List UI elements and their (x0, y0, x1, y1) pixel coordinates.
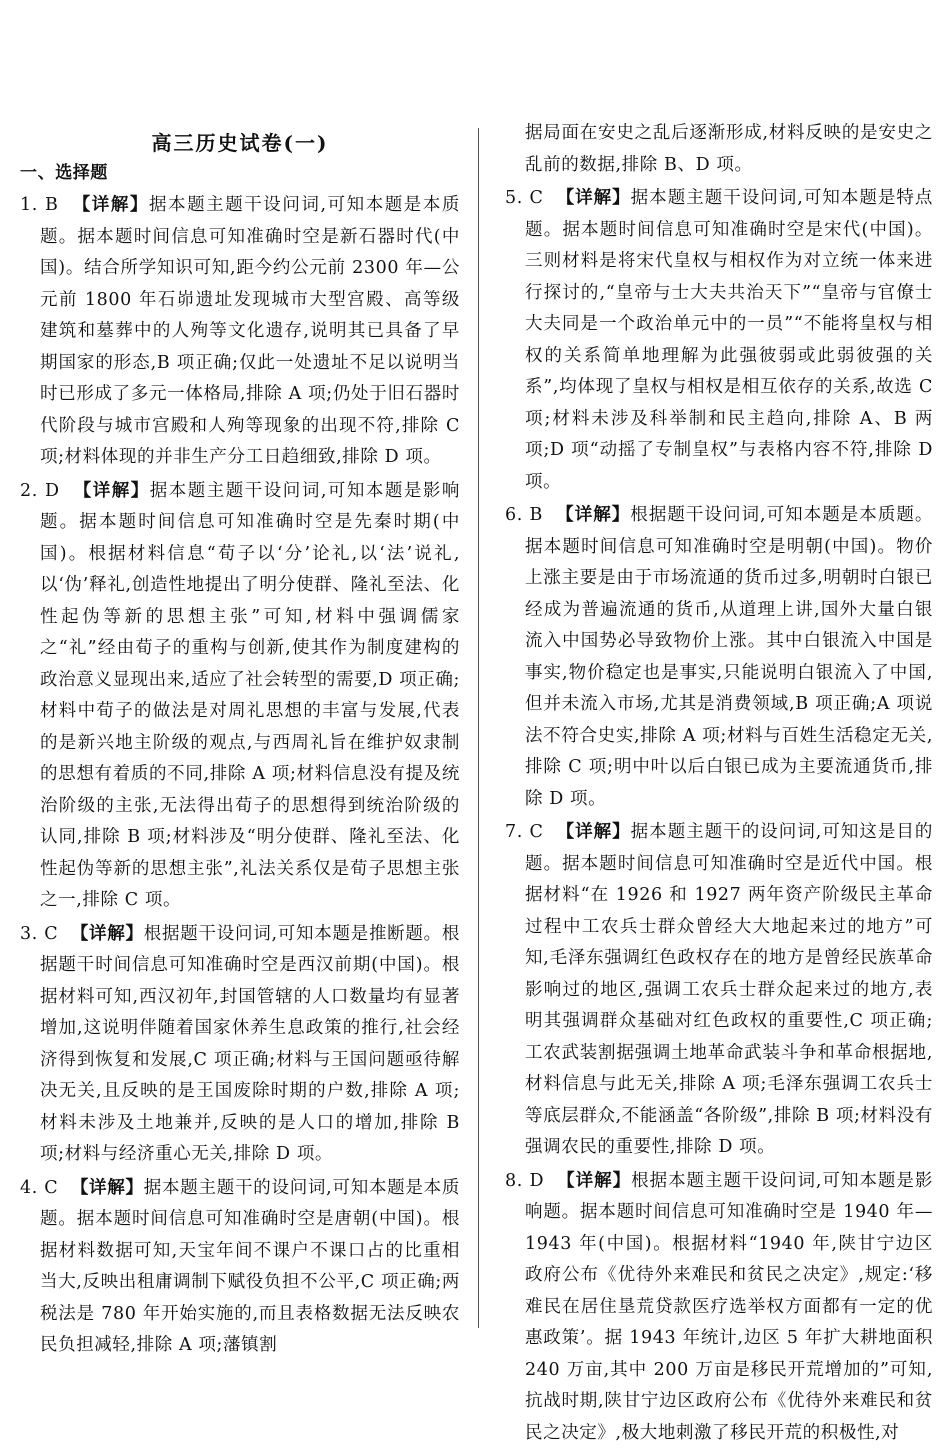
detail-tag: 【详解】 (556, 822, 631, 842)
answer-item-3 (20, 919, 460, 1171)
answer-number: 2. D (20, 480, 60, 501)
detail-tag: 【详解】 (70, 923, 144, 944)
detail-tag: 【详解】 (557, 1170, 632, 1191)
answer-item-4-continued (505, 118, 933, 181)
left-column (20, 118, 460, 1364)
detail-tag: 【详解】 (70, 1177, 144, 1198)
answer-item-8 (505, 1166, 933, 1450)
answer-text: 根据本题主题干设问词,可知本题是影响题。据本题时间信息可知准确时空是 1940 年—1943 年(中国)。根据材料“1940 年,陕甘宁边区政府公布《优待外来难民和贫民之决定》,规定:‘移难民在居住垦荒贷款医疗选举权方面都有一定的优惠政策’。据 1943 年统计,边区 5 年扩大耕地面积 240 万亩,其中 200 万亩是移民开荒增加的”可知,抗战时期,陕甘宁边区政府公布《优待外来难民和贫民之决定》,极大地刺激了移民开荒的积极性,对 (525, 1170, 933, 1443)
answer-item-6 (505, 500, 933, 815)
answer-item-5 (505, 183, 933, 498)
answer-text: 据本题主题干设问词,可知本题是本质题。据本题时间信息可知准确时空是新石器时代(中国)。结合所学知识可知,距今约公元前 2300 年—公元前 1800 年石峁遗址发现城市大型宫殿、高等级建筑和墓葬中的人殉等文化遗存,说明其已具备了早期国家的形态,B 项正确;仅此一处遗址不足以说明当时已形成了多元一体格局,排除 A 项;仍处于旧石器时代阶段与城市宫殿和人殉等现象的出现不符,排除 C 项;材料体现的并非生产分工日趋细致,排除 D 项。 (40, 195, 461, 467)
answer-number: 7. C (505, 822, 544, 842)
page-title: 高三历史试卷(一) (151, 131, 329, 155)
answer-item-2 (20, 476, 460, 917)
detail-tag: 【详解】 (556, 188, 631, 208)
answer-text: 据本题主题干的设问词,可知本题是本质题。据本题时间信息可知准确时空是唐朝(中国)。根据材料数据可知,天宝年间不课户不课口占的比重相当大,反映出租庸调制下赋役负担不公平,C 项正确;两税法是 780 年开始实施的,而且表格数据无法反映农民负担减轻,排除 A 项;藩镇割 (40, 1177, 460, 1355)
section-heading: 一、选择题 (20, 163, 108, 183)
answer-number: 4. C (20, 1177, 59, 1198)
answer-number: 3. C (20, 923, 59, 944)
answer-number: 5. C (505, 188, 544, 208)
answer-text: 据本题主题干设问词,可知本题是影响题。据本题时间信息可知准确时空是先秦时期(中国)。根据材料信息“荀子以‘分’论礼,以‘法’说礼,以‘伪’释礼,创造性地提出了明分使群、隆礼至法、化性起伪等新的思想主张”可知,材料中强调儒家之“礼”经由荀子的重构与创新,使其作为制度建构的政治意义显现出来,适应了社会转型的需要,D 项正确;材料中荀子的做法是对周礼思想的丰富与发展,代表的是新兴地主阶级的观点,与西周礼旨在维护奴隶制的思想有着质的不同,排除 A 项;材料信息没有提及统治阶级的主张,无法得出荀子的思想得到统治阶级的认同,排除 B 项;材料涉及“明分使群、隆礼至法、化性起伪等新的思想主张”,礼法关系仅是荀子思想主张之一,排除 C 项。 (40, 480, 461, 910)
right-column (505, 118, 933, 1451)
detail-tag: 【详解】 (556, 505, 631, 525)
column-divider (478, 128, 479, 1328)
answer-text: 根据题干设问词,可知本题是本质题。据本题时间信息可知准确时空是明朝(中国)。物价上涨主要是由于市场流通的货币过多,明朝时白银已经成为普遍流通的货币,从道理上讲,国外大量白银流入中国势必导致物价上涨。其中白银流入中国是事实,物价稳定也是事实,只能说明白银流入了中国,但并未流入市场,尤其是消费领域,B 项正确;A 项说法不符合史实,排除 A 项;材料与百姓生活稳定无关,排除 C 项;明中叶以后白银已成为主要流通货币,排除 D 项。 (525, 505, 933, 809)
answer-text: 据局面在安史之乱后逐渐形成,材料反映的是安史之乱前的数据,排除 B、D 项。 (525, 123, 933, 175)
answer-number: 8. D (505, 1170, 545, 1191)
detail-tag: 【详解】 (73, 480, 150, 501)
answer-text: 据本题主题干的设问词,可知这是目的题。据本题时间信息可知准确时空是近代中国。根据材料“在 1926 和 1927 两年资产阶级民主革命过程中工农兵士群众曾经大大地起来过的地方”可知,毛泽东强调红色政权存在的地方是曾经民族革命影响过的地区,强调工农兵士群众起来过的地方,表明其强调群众基础对红色政权的重要性,C 项正确;工农武装割据强调土地革命武装斗争和革命根据地,材料信息与此无关,排除 A 项;毛泽东强调工农兵士等底层群众,不能涵盖“各阶级”,排除 B 项;材料没有强调农民的重要性,排除 D 项。 (525, 822, 933, 1157)
answer-text: 根据题干设问词,可知本题是推断题。根据题干时间信息可知准确时空是西汉前期(中国)。根据材料可知,西汉初年,封国管辖的人口数量均有显著增加,这说明伴随着国家休养生息政策的推行,社会经济得到恢复和发展,C 项正确;材料与王国问题亟待解决无关,且反映的是王国废除时期的户数,排除 A 项;材料未涉及土地兼并,反映的是人口的增加,排除 B 项;材料与经济重心无关,排除 D 项。 (40, 923, 460, 1164)
answer-text: 据本题主题干设问词,可知本题是特点题。据本题时间信息可知准确时空是宋代(中国)。三则材料是将宋代皇权与相权作为对立统一体来进行探讨的,“皇帝与士大夫共治天下”“皇帝与官僚士大夫同是一个政治单元中的一员”“不能将皇权与相权的关系简单地理解为此强彼弱或此弱彼强的关系”,均体现了皇权与相权是相互依存的关系,故选 C 项;材料未涉及科举制和民主趋向,排除 A、B 两项;D 项“动摇了专制皇权”与表格内容不符,排除 D 项。 (525, 188, 933, 492)
answer-item-7 (505, 817, 933, 1164)
answer-item-1 (20, 190, 460, 474)
detail-tag: 【详解】 (72, 195, 149, 215)
answer-number: 1. B (20, 195, 59, 215)
answer-number: 6. B (505, 505, 543, 525)
answer-item-4 (20, 1173, 460, 1362)
